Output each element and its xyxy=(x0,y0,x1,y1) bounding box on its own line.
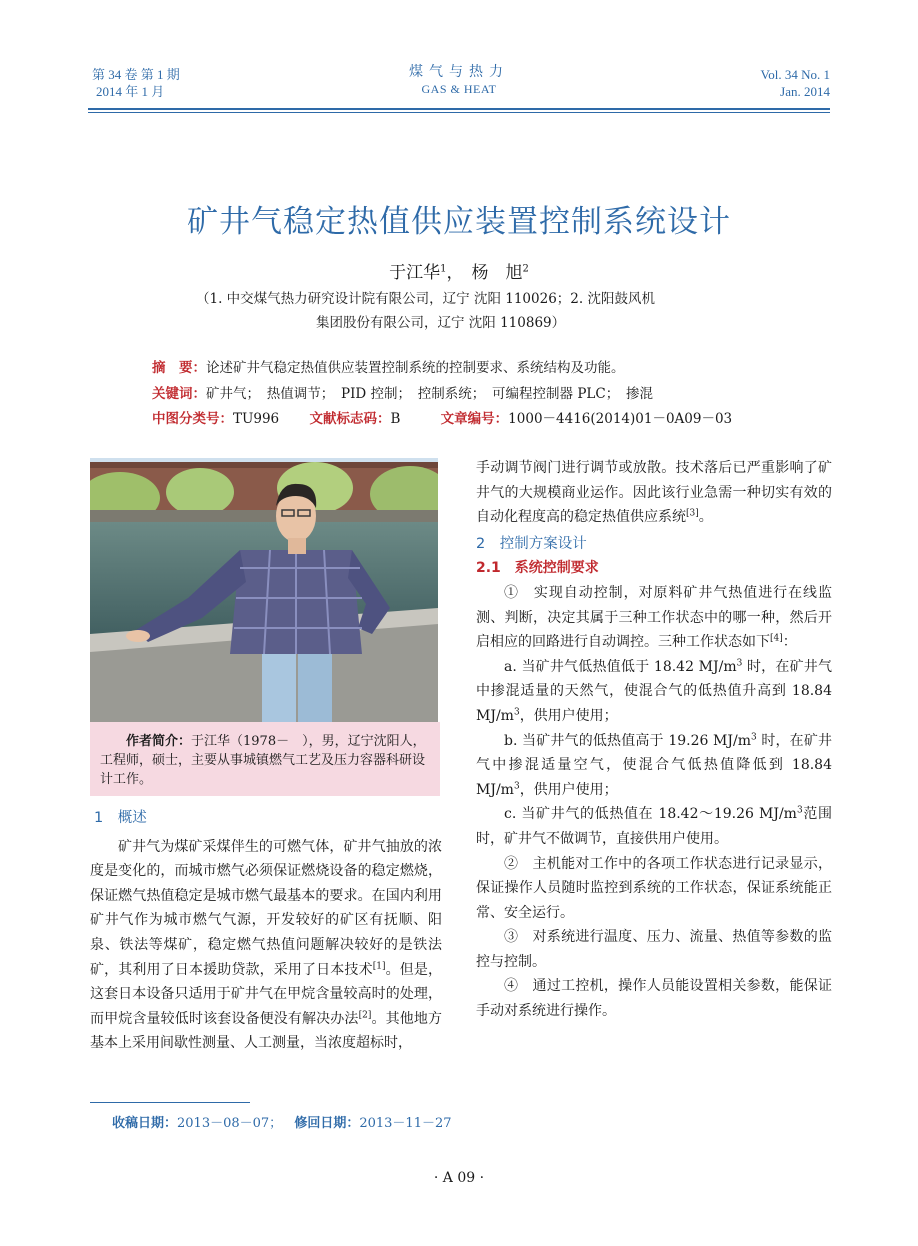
affiliation-line: （1. 中交煤气热力研究设计院有限公司，辽宁 沈阳 110026；2. 沈阳鼓风机 xyxy=(196,291,655,307)
list-item: ④ 通过工控机，操作人员能设置相关参数，能保证手动对系统进行操作。 xyxy=(476,978,832,1020)
list-item: a. 当矿井气低热值低于 18.42 $MJ/m^3$ 时，在矿井气中掺混适量的天然气，使混合气的低热值升高到 18.84 $MJ/m^3$，供用户使用； xyxy=(476,658,832,724)
abstract: 摘 要：论述矿井气稳定热值供应装置控制系统的控制要求、系统结构及功能。 xyxy=(152,360,625,376)
citation: [3] xyxy=(686,508,699,519)
classification-codes: 中图分类号：TU996 文献标志码：B 文章编号：1000－4416(2014)01－0A09－03 xyxy=(152,411,733,427)
author-bio: 作者简介：于江华（1978－ ），男，辽宁沈阳人，工程师，硕士，主要从事城镇燃气工艺及压力容器科研设计工作。 xyxy=(90,722,440,796)
keywords: 关键词：矿井气； 热值调节； PID 控制； 控制系统； 可编程控制器 PLC； 掺混 xyxy=(152,386,653,402)
citation: [2] xyxy=(358,1010,372,1021)
page-number: · A 09 · xyxy=(433,1170,485,1186)
list-item: ① 实现自动控制，对原料矿井气热值进行在线监测、判断，决定其属于三种工作状态中的哪一种，然后开启相应的回路进行自动调控。三种工作状态如下[4]： xyxy=(476,584,832,651)
footnote-rule xyxy=(90,1102,250,1103)
journal-volume-issue: 第 34 卷 第 1 期 2014 年 1 月 xyxy=(92,67,180,99)
journal-volume-issue-en: Vol. 34 No. 1 Jan. 2014 xyxy=(760,67,830,99)
header-rule xyxy=(88,108,830,113)
paper-title: 矿井气稳定热值供应装置控制系统设计 xyxy=(187,204,731,240)
left-column xyxy=(90,806,442,1056)
footnote-dates: 收稿日期：2013－08－07； 修回日期：2013－11－27 xyxy=(112,1116,452,1131)
author-name: 于江华 xyxy=(389,263,441,283)
author-photo xyxy=(90,458,438,722)
section-heading: 2 控制方案设计 xyxy=(476,535,587,552)
list-item: ② 主机能对工作中的各项工作状态进行记录显示，保证操作人员随时监控到系统的工作状态，保证系统能正常、安全运行。 xyxy=(476,855,832,921)
list-item: c. 当矿井气的低热值在 18.42～19.26 $MJ/m^3$范围时，矿井气不做调节，直接供用户使用。 xyxy=(476,805,833,847)
author-name: 杨 旭 xyxy=(471,263,523,283)
body-paragraph: 手动调节阀门进行调节或放散。技术落后已严重影响了矿井气的大规模商业运作。因此该行业急需一种切实有效的自动化程度高的稳定热值供应系统[3]。 xyxy=(476,460,832,526)
author-list: 于江华$^1$， 杨 旭$^2$ xyxy=(389,263,529,283)
citation: [1] xyxy=(372,960,386,971)
list-item: b. 当矿井气的低热值高于 19.26 $MJ/m^3$ 时，在矿井气中掺混适量空气，使混合气低热值降低到 18.84 $MJ/m^3$，供用户使用； xyxy=(476,731,833,798)
subsection-heading: 2.1 系统控制要求 xyxy=(476,560,599,577)
body-paragraph: 矿井气为煤矿采煤伴生的可燃气体，矿井气抽放的浓度是变化的，而城市燃气必须保证燃烧设备的稳定燃烧，保证燃气热值稳定是城市燃气最基本的要求。在国内利用矿井气作为城市燃气气源，开发较好的矿区有抚顺、阳泉、铁法等煤矿，稳定燃气热值问题解决较好的是铁法矿，其利用了日本援助贷款，采用了日本技术[1]。但是，这套日本设备只适用于矿井气在甲烷含量较高时的处理，而甲烷含量较低时该套设备便没有解决办法[2]。其他地方基本上采用间歇性测量、人工测量，当浓度超标时， xyxy=(90,838,443,1052)
affiliation-line: 集团股份有限公司，辽宁 沈阳 110869） xyxy=(316,315,566,331)
right-column xyxy=(476,456,832,1024)
journal-name: 煤气与热力 GAS & HEAT xyxy=(409,65,509,96)
citation: [4] xyxy=(770,633,783,644)
section-heading: 1 概述 xyxy=(94,810,147,826)
author-photo-illustration xyxy=(90,458,438,722)
list-item: ③ 对系统进行温度、压力、流量、热值等参数的监控与控制。 xyxy=(476,929,832,970)
